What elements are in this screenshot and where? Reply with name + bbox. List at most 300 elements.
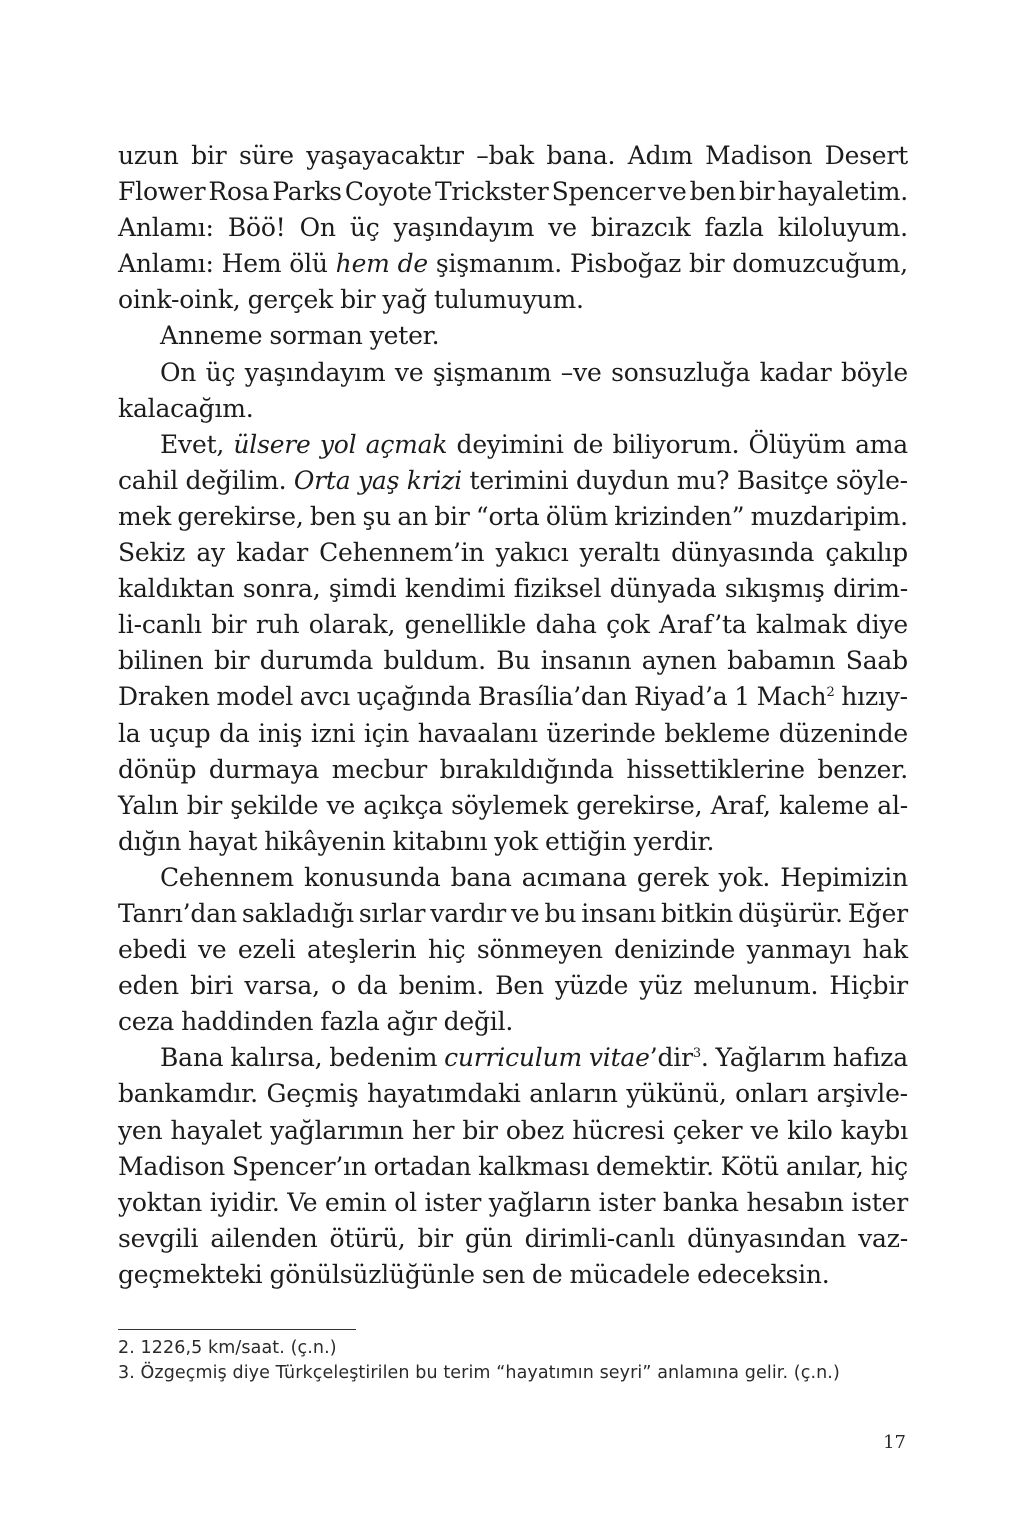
word: şişmanım. xyxy=(435,249,563,279)
word: dünyasından xyxy=(687,1223,847,1253)
word: olarak, xyxy=(308,610,396,640)
word: gerçek xyxy=(247,285,334,315)
text-line xyxy=(118,788,908,824)
paragraph xyxy=(118,138,908,318)
text-line xyxy=(118,607,908,643)
word: havaalanı xyxy=(417,718,538,748)
word: uzun xyxy=(118,141,179,170)
word: kaleme xyxy=(778,790,870,820)
word: Parks xyxy=(272,177,342,207)
word: hızıy- xyxy=(841,682,908,712)
word: vaz- xyxy=(858,1223,908,1253)
word: ortadan xyxy=(373,1151,472,1181)
paragraph xyxy=(118,427,908,860)
word: an xyxy=(397,501,428,531)
word: Pisboğaz xyxy=(569,249,682,279)
word: duydun xyxy=(575,465,670,495)
word: bir xyxy=(462,1115,498,1145)
word: Brasília’dan xyxy=(477,682,628,712)
word: melunum. xyxy=(693,971,819,1001)
word: kiloluyum. xyxy=(777,213,908,243)
word: yok xyxy=(494,826,538,856)
paragraph xyxy=(118,860,908,1040)
word: değilim. xyxy=(185,465,287,495)
word: hiç xyxy=(870,1151,908,1181)
word: kalkması xyxy=(478,1151,590,1181)
word: Hepimizin xyxy=(780,862,908,892)
word: üç xyxy=(349,213,380,243)
word: Orta xyxy=(293,465,351,495)
word: Bu xyxy=(496,646,531,676)
word: bu xyxy=(544,898,577,928)
text-line xyxy=(118,932,908,968)
word: durmaya xyxy=(208,754,320,784)
word: muzdaripim. xyxy=(750,501,908,531)
word: Basitçe xyxy=(736,465,829,495)
word: konusunda xyxy=(303,862,441,892)
paragraph xyxy=(118,1040,908,1293)
text-line xyxy=(118,1149,908,1185)
text-line xyxy=(118,138,908,174)
word: hesabın xyxy=(746,1187,844,1217)
word: acımana xyxy=(521,862,627,892)
word: biri xyxy=(190,971,234,1001)
word: Hiçbir xyxy=(829,971,908,1001)
text-line xyxy=(118,679,908,715)
text-line xyxy=(118,427,908,463)
word: bir xyxy=(739,177,775,207)
word: haddinden xyxy=(181,1007,314,1037)
word: bırakıldığında xyxy=(439,754,614,784)
footnote-reference: 3 xyxy=(692,1046,701,1062)
word: genellikle xyxy=(404,610,527,640)
word: Yalın xyxy=(118,790,179,820)
word: On xyxy=(299,213,336,243)
text-line xyxy=(118,716,908,752)
word: benim. xyxy=(398,971,485,1001)
word: şimdi xyxy=(328,574,397,604)
word: bilinen xyxy=(118,646,204,676)
word: yağ xyxy=(382,285,427,315)
word: düşürür. xyxy=(738,898,843,928)
word: yoktan xyxy=(118,1187,203,1217)
word: yüz xyxy=(639,971,683,1001)
word: gün xyxy=(464,1223,513,1253)
word: onları xyxy=(735,1079,808,1109)
word: dirim- xyxy=(833,574,908,604)
word: fazla xyxy=(320,1007,380,1037)
word: curriculum xyxy=(444,1043,582,1073)
word: yakıcı xyxy=(495,538,569,568)
word: Evet, xyxy=(160,429,225,459)
word: cahil xyxy=(118,465,178,495)
word: Sekiz xyxy=(118,538,186,568)
word: buldum. xyxy=(383,646,486,676)
word: arşivle- xyxy=(816,1079,908,1109)
word: mu? xyxy=(676,465,730,495)
text-line xyxy=(118,1257,908,1293)
word: ağır xyxy=(386,1007,437,1037)
word: aynen xyxy=(641,646,717,676)
text-line xyxy=(118,499,908,535)
word: bana xyxy=(450,862,512,892)
word: düzeninde xyxy=(778,718,908,748)
word: fazla xyxy=(704,213,764,243)
word: hiç xyxy=(427,935,466,965)
word: diye xyxy=(855,610,908,640)
word: böyle xyxy=(840,357,908,387)
word: söylemek xyxy=(451,790,569,820)
word: Adım xyxy=(627,141,693,170)
text-line xyxy=(118,1076,908,1112)
text-line xyxy=(118,824,908,860)
word: ister xyxy=(424,1187,482,1217)
word: şekilde xyxy=(230,790,319,820)
word: model xyxy=(216,682,294,712)
word: kalacağım. xyxy=(118,393,254,423)
footnote-3: 3. Özgeçmiş diye Türkçeleştirilen bu terim “hayatımın seyri” anlamına gelir. (ç.n.) xyxy=(118,1363,840,1383)
word: bir xyxy=(340,285,376,315)
word: sen xyxy=(481,1259,526,1289)
word: gönülsüzlüğünle xyxy=(269,1259,475,1289)
word: yaşındayım xyxy=(393,213,535,243)
word: Eğer xyxy=(847,898,908,928)
word: Trickster xyxy=(434,177,549,207)
word: iyidir. xyxy=(209,1187,280,1217)
word: insanın xyxy=(540,646,632,676)
word: –ve xyxy=(560,357,602,387)
word: ister xyxy=(598,1187,656,1217)
text-line xyxy=(118,643,908,679)
word: bitkin xyxy=(660,898,734,928)
word: uçağında xyxy=(356,682,472,712)
word: ol xyxy=(394,1187,417,1217)
word: hem xyxy=(335,249,390,279)
word: hayaletim. xyxy=(777,177,908,207)
word: eden xyxy=(118,971,179,1001)
word: sorman xyxy=(269,321,363,351)
word: Geçmiş xyxy=(266,1079,359,1109)
word: Draken xyxy=(118,682,210,712)
word: denizinde xyxy=(614,935,736,965)
paragraph xyxy=(118,355,908,427)
word: domuzcuğum, xyxy=(732,249,908,279)
word: kadar xyxy=(759,357,832,387)
word: sırlar xyxy=(358,898,426,928)
word: yen xyxy=(118,1115,163,1145)
text-line xyxy=(118,752,908,788)
word: bekleme xyxy=(664,718,771,748)
word: yükünü, xyxy=(626,1079,727,1109)
word: dirimli-canlı xyxy=(524,1223,676,1253)
word: edeceksin. xyxy=(697,1259,830,1289)
footnotes xyxy=(118,1336,908,1386)
word: ve xyxy=(548,213,577,243)
word: kaybı xyxy=(840,1115,908,1145)
footnote-divider xyxy=(118,1329,356,1330)
word: biliyorum. xyxy=(612,429,740,459)
word: mek xyxy=(118,501,172,531)
word: de xyxy=(532,1259,563,1289)
word: Flower xyxy=(118,177,206,207)
word: hayat xyxy=(188,826,258,856)
word: Yağlarım xyxy=(715,1043,826,1073)
word: ruh xyxy=(255,610,300,640)
word: da xyxy=(357,971,388,1001)
word: için xyxy=(363,718,410,748)
footnote-reference: 2 xyxy=(826,685,835,701)
word: durumda xyxy=(259,646,374,676)
word: şişmanım xyxy=(432,357,552,387)
word: her xyxy=(411,1115,455,1145)
word: dünyasında xyxy=(671,538,815,568)
footnote-2: 2. 1226,5 km/saat. (ç.n.) xyxy=(118,1338,337,1358)
word: sonsuzluğa xyxy=(611,357,751,387)
word: krizinden” xyxy=(614,501,745,531)
word: gerek xyxy=(636,862,709,892)
word: bir xyxy=(191,141,227,170)
word: al- xyxy=(877,790,908,820)
word: Kötü xyxy=(720,1151,780,1181)
word: Anneme xyxy=(160,321,263,351)
word: dığın xyxy=(118,826,182,856)
word: daha xyxy=(535,610,597,640)
word: Mach$^2$ xyxy=(756,682,835,712)
word: ve xyxy=(197,935,227,965)
word: ettiğin xyxy=(545,826,627,856)
text-line xyxy=(118,1004,908,1040)
word: bir xyxy=(186,790,223,820)
word: çok xyxy=(606,610,650,640)
word: değil. xyxy=(443,1007,514,1037)
text-line xyxy=(118,355,908,391)
word: yağlarımın xyxy=(270,1115,404,1145)
word: emin xyxy=(324,1187,387,1217)
word: söyle- xyxy=(835,465,908,495)
word: sönmeyen xyxy=(476,935,603,965)
word: sıkışmış xyxy=(724,574,825,604)
word: ülsere xyxy=(233,429,311,459)
word: kilo xyxy=(787,1115,833,1145)
text-line xyxy=(118,210,908,246)
body-text xyxy=(118,138,908,1293)
word: Araf, xyxy=(710,790,771,820)
text-line xyxy=(118,318,908,354)
word: Hem xyxy=(221,249,282,279)
word: gerekirse, xyxy=(177,501,304,531)
word: vitae’dir$^3$. xyxy=(588,1043,709,1073)
word: izni xyxy=(310,718,356,748)
text-line xyxy=(118,282,908,318)
word: terimini xyxy=(469,465,569,495)
word: yol xyxy=(319,429,357,459)
word: benzer. xyxy=(817,754,908,784)
word: yaşındayım xyxy=(244,357,386,387)
word: Spencer xyxy=(551,177,655,207)
word: kaldıktan xyxy=(118,574,235,604)
word: –bak xyxy=(476,141,534,170)
word: de xyxy=(397,249,428,279)
word: ben xyxy=(689,177,736,207)
word: ebedi xyxy=(118,935,187,965)
word: demektir. xyxy=(595,1151,714,1181)
word: babamın xyxy=(727,646,836,676)
word: sakladığı xyxy=(241,898,354,928)
word: bedenim xyxy=(329,1043,438,1073)
word: Cehennem xyxy=(160,862,294,892)
word: iniş xyxy=(258,718,303,748)
word: ister xyxy=(851,1187,908,1217)
word: Rosa xyxy=(208,177,270,207)
word: yok. xyxy=(718,862,771,892)
word: bir xyxy=(434,501,470,531)
word: ve xyxy=(750,1115,780,1145)
word: Ölüyüm xyxy=(748,429,846,459)
word: şu xyxy=(362,501,392,531)
word: hissettiklerine xyxy=(626,754,805,784)
word: kitabını xyxy=(392,826,488,856)
word: ben xyxy=(309,501,357,531)
word: bir xyxy=(213,646,250,676)
word: kalırsa, xyxy=(230,1043,323,1073)
word: ve xyxy=(326,790,356,820)
word: dünyada xyxy=(609,574,717,604)
word: ceza xyxy=(118,1007,175,1037)
word: bir xyxy=(689,249,725,279)
word: Madison xyxy=(705,141,813,170)
text-line xyxy=(118,1221,908,1257)
word: varsa, xyxy=(244,971,320,1001)
word: avcı xyxy=(299,682,351,712)
word: sevgili xyxy=(118,1223,199,1253)
text-line xyxy=(118,860,908,896)
word: o xyxy=(331,971,346,1001)
word: vardır xyxy=(430,898,506,928)
word: anılar, xyxy=(785,1151,864,1181)
word: bir xyxy=(417,1223,453,1253)
word: dönüp xyxy=(118,754,197,784)
text-line xyxy=(118,968,908,1004)
text-line xyxy=(118,174,908,210)
word: banka xyxy=(662,1187,739,1217)
word: çeker xyxy=(672,1115,743,1145)
word: ve xyxy=(394,357,424,387)
word: ölüm xyxy=(545,501,608,531)
word: ailenden xyxy=(210,1223,318,1253)
word: üç xyxy=(205,357,236,387)
word: kalmak xyxy=(755,610,847,640)
paragraph xyxy=(118,318,908,354)
word: süre xyxy=(238,141,294,170)
word: bir xyxy=(211,610,247,640)
word: Ben xyxy=(495,971,544,1001)
word: obez xyxy=(505,1115,565,1145)
text-line xyxy=(118,535,908,571)
text-line xyxy=(118,391,908,427)
word: hücresi xyxy=(572,1115,665,1145)
word: Tanrı’dan xyxy=(118,898,237,928)
word: On xyxy=(160,357,197,387)
word: Riyad’a xyxy=(634,682,728,712)
word: tulumuyum. xyxy=(433,285,584,315)
word: li-canlı xyxy=(118,610,202,640)
word: Araf’ta xyxy=(659,610,747,640)
word: yeraltı xyxy=(579,538,661,568)
word: ama xyxy=(855,429,908,459)
word: ölü xyxy=(289,249,328,279)
word: gerekirse, xyxy=(576,790,703,820)
text-line xyxy=(118,1185,908,1221)
word: Cehennem’in xyxy=(319,538,485,568)
word: sonra, xyxy=(242,574,321,604)
word: Coyote xyxy=(344,177,432,207)
word: ötürü, xyxy=(329,1223,406,1253)
word: geçmekteki xyxy=(118,1259,263,1289)
word: yaşayacaktır xyxy=(306,141,464,170)
word: birazcık xyxy=(590,213,691,243)
word: yüzde xyxy=(555,971,629,1001)
word: kadar xyxy=(236,538,308,568)
word: Spencer’ın xyxy=(231,1151,367,1181)
word: yanmayı xyxy=(746,935,852,965)
word: bana. xyxy=(546,141,616,170)
word: ve xyxy=(658,177,687,207)
word: açmak xyxy=(365,429,448,459)
word: hayatımdaki xyxy=(367,1079,521,1109)
word: Madison xyxy=(118,1151,226,1181)
word: hikâyenin xyxy=(264,826,386,856)
word: yerdir. xyxy=(633,826,715,856)
word: Böö! xyxy=(227,213,286,243)
word: Ve xyxy=(287,1187,318,1217)
word: ezeli xyxy=(237,935,296,965)
word: uçup xyxy=(149,718,211,748)
word: mecbur xyxy=(331,754,428,784)
word: ateşlerin xyxy=(306,935,417,965)
word: 1 xyxy=(734,682,750,712)
word: üzerinde xyxy=(546,718,656,748)
text-line xyxy=(118,896,908,932)
word: krizi xyxy=(406,465,462,495)
word: la xyxy=(118,718,141,748)
word: Bana xyxy=(160,1043,224,1073)
word: hayalet xyxy=(170,1115,263,1145)
word: yaş xyxy=(357,465,400,495)
word: mücadele xyxy=(569,1259,691,1289)
word: Anlamı: xyxy=(118,213,214,243)
word: bankamdır. xyxy=(118,1079,258,1109)
text-line xyxy=(118,1113,908,1149)
word: de xyxy=(572,429,604,459)
word: çakılıp xyxy=(825,538,908,568)
word: anların xyxy=(529,1079,618,1109)
text-line xyxy=(118,463,908,499)
word: Anlamı: xyxy=(118,249,214,279)
word: ve xyxy=(511,898,540,928)
word: fiziksel xyxy=(513,574,602,604)
page-number: 17 xyxy=(883,1432,906,1453)
word: “orta xyxy=(475,501,540,531)
word: kendimi xyxy=(404,574,506,604)
text-line xyxy=(118,246,908,282)
text-line xyxy=(118,1040,908,1076)
word: ay xyxy=(196,538,225,568)
word: insanı xyxy=(581,898,656,928)
word: yağların xyxy=(488,1187,592,1217)
word: deyimini xyxy=(456,429,564,459)
word: da xyxy=(219,718,250,748)
word: hafıza xyxy=(832,1043,908,1073)
